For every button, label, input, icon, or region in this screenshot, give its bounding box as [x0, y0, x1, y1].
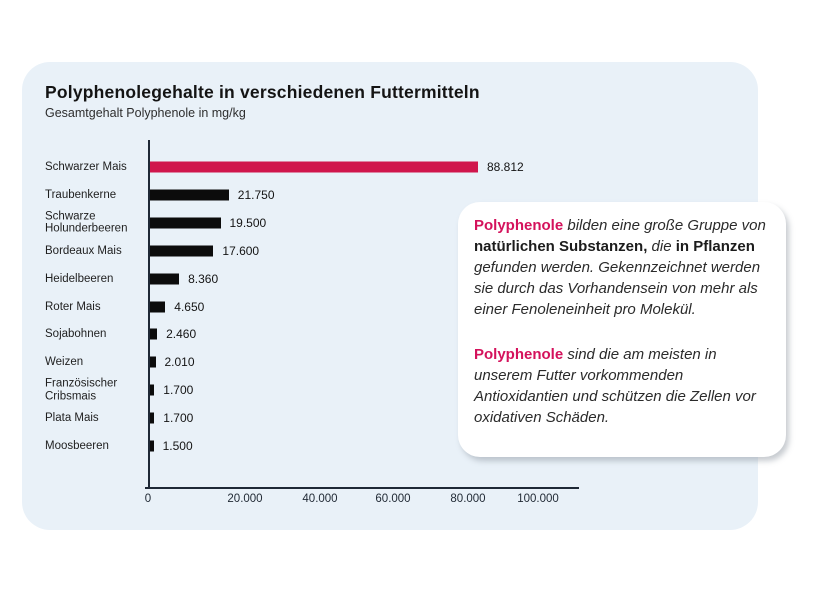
bar	[148, 162, 478, 173]
value-label: 2.010	[164, 355, 195, 370]
text-segment: natürlichen Substanzen,	[474, 238, 648, 255]
category-label: Plata Mais	[45, 411, 99, 424]
x-tick-label: 60.000	[375, 493, 411, 505]
bar	[148, 245, 213, 256]
category-label: Traubenkerne	[45, 188, 117, 201]
text-segment: bilden eine große Gruppe von	[563, 217, 766, 234]
value-label: 21.750	[237, 187, 275, 202]
category-label: Heidelbeeren	[45, 272, 114, 285]
text-segment: die	[647, 238, 676, 255]
value-label: 4.650	[174, 299, 205, 314]
info-box	[458, 202, 786, 457]
bar	[148, 217, 221, 228]
x-tick-label: 100.000	[517, 493, 559, 505]
category-label: Moosbeeren	[45, 439, 109, 452]
info-paragraph	[474, 215, 770, 320]
text-segment: Polyphenole	[474, 217, 564, 234]
value-label: 1.500	[162, 439, 193, 453]
chart-title: Polyphenolegehalte in verschiedenen Futtermitteln	[45, 82, 480, 102]
text-segment: in Pflanzen	[675, 238, 755, 255]
value-label: 88.812	[487, 160, 524, 174]
category-label: Französischer Cribsmais	[45, 377, 118, 403]
bar	[148, 301, 165, 312]
x-tick-label: 20.000	[227, 493, 263, 505]
info-paragraph	[474, 344, 770, 428]
category-label: Bordeaux Mais	[45, 244, 122, 257]
chart-subtitle: Gesamtgehalt Polyphenole in mg/kg	[45, 106, 246, 120]
value-label: 1.700	[163, 411, 194, 426]
value-label: 17.600	[222, 243, 260, 258]
value-label: 8.360	[188, 271, 219, 286]
bar	[148, 273, 179, 284]
category-label: Weizen	[45, 356, 84, 369]
y-axis-line	[148, 140, 150, 488]
category-label: Roter Mais	[45, 300, 101, 313]
text-segment: Polyphenole	[474, 346, 564, 363]
x-tick-label: 80.000	[450, 493, 486, 505]
text-segment: gefunden werden. Gekennzeichnet werden sie durch das Vorhandensein von mehr als einer Fenoleneinheit pro Molekül.	[474, 259, 761, 318]
x-axis-line	[145, 487, 579, 489]
value-label: 1.700	[163, 383, 194, 398]
bar-row	[22, 153, 758, 181]
category-label: Schwarzer Mais	[45, 160, 127, 173]
x-tick-label: 40.000	[302, 493, 338, 505]
bar	[148, 189, 229, 200]
x-tick-label: 0	[144, 493, 152, 505]
value-label: 2.460	[166, 327, 197, 342]
text-segment: sind die am meisten in unserem Futter vorkommenden Antioxidantien und schützen die Zellen vor oxidativen Schäden.	[474, 346, 756, 426]
category-label: Schwarze Holunderbeeren	[45, 210, 128, 235]
category-label: Sojabohnen	[45, 328, 107, 341]
value-label: 19.500	[229, 215, 267, 230]
